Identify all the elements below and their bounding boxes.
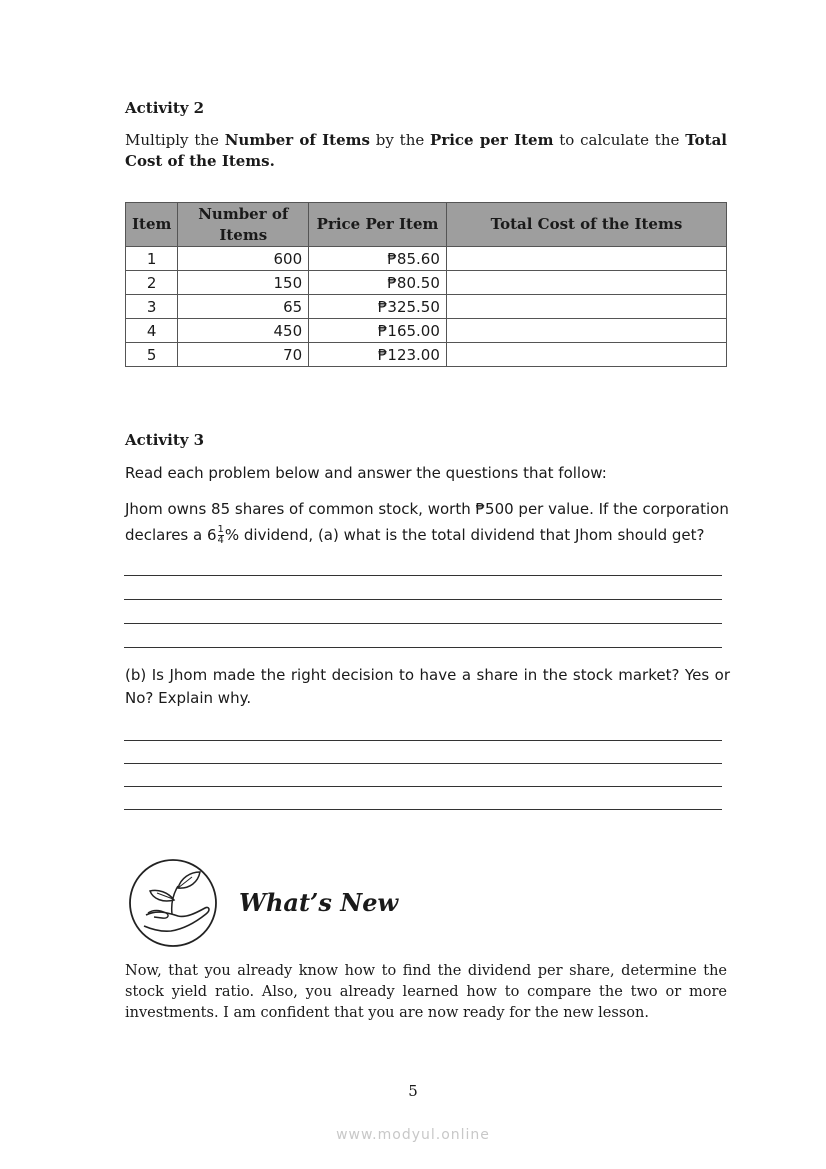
cell-total[interactable]: [446, 271, 726, 295]
answer-line-a4[interactable]: [124, 647, 722, 648]
answer-line-a3[interactable]: [124, 623, 722, 624]
cell-price: ₱85.60: [309, 247, 447, 271]
answer-line-b1[interactable]: [124, 740, 722, 741]
problem-line-1: Jhom owns 85 shares of common stock, worth ₱500 per value. If the corporation: [125, 500, 729, 518]
page-number: 5: [408, 1082, 418, 1100]
cell-price: ₱165.00: [309, 319, 447, 343]
activity3-heading: Activity 3: [125, 431, 205, 449]
answer-line-b4[interactable]: [124, 809, 722, 810]
table-header-row: [126, 203, 727, 247]
cell-item: 3: [126, 295, 178, 319]
watermark: www.modyul.online: [336, 1127, 490, 1143]
answer-line-b2[interactable]: [124, 763, 722, 764]
cell-item: 2: [126, 271, 178, 295]
cell-total[interactable]: [446, 295, 726, 319]
header-item: Item: [126, 203, 178, 247]
problem-text: [125, 496, 730, 548]
table-row: [126, 247, 727, 271]
plant-in-hand-icon: [126, 858, 220, 948]
cell-total[interactable]: [446, 343, 726, 367]
activity3-instruction: Read each problem below and answer the questions that follow:: [125, 464, 607, 482]
cell-number: 150: [178, 271, 309, 295]
items-table: [125, 202, 727, 367]
cell-price: ₱123.00: [309, 343, 447, 367]
table-row: [126, 295, 727, 319]
answer-line-a2[interactable]: [124, 599, 722, 600]
fraction: $\frac{1}{4}$: [217, 524, 224, 546]
cell-number: 70: [178, 343, 309, 367]
activity2-heading: Activity 2: [125, 99, 205, 117]
cell-number: 600: [178, 247, 309, 271]
cell-number: 65: [178, 295, 309, 319]
cell-item: 5: [126, 343, 178, 367]
question-b: (b) Is Jhom made the right decision to have a share in the stock market? Yes or No? Explain why.: [125, 666, 730, 707]
cell-item: 4: [126, 319, 178, 343]
answer-line-b3[interactable]: [124, 786, 722, 787]
whats-new-title: What’s New: [239, 888, 399, 917]
cell-price: ₱80.50: [309, 271, 447, 295]
table-row: [126, 319, 727, 343]
cell-total[interactable]: [446, 247, 726, 271]
header-total-cost: Total Cost of the Items: [446, 203, 726, 247]
problem-line-2: declares a 6 $\frac{1}{4}$ % dividend, (a) what is the total dividend that Jhom should get?: [125, 524, 705, 546]
whats-new-paragraph: Now, that you already know how to find the dividend per share, determine the stock yield ratio. Also, you already learned how to compare the two or more investments. I am confident that you are now ready for the new lesson.: [125, 963, 727, 1021]
cell-item: 1: [126, 247, 178, 271]
table-row: [126, 343, 727, 367]
answer-line-a1[interactable]: [124, 575, 722, 576]
cell-price: ₱325.50: [309, 295, 447, 319]
activity2-instruction: Multiply the Number of Items by the Price per Item to calculate the Total Cost of the Items.: [125, 131, 727, 170]
header-number-of-items: Number of Items: [178, 203, 309, 247]
header-price-per-item: Price Per Item: [309, 203, 447, 247]
cell-total[interactable]: [446, 319, 726, 343]
cell-number: 450: [178, 319, 309, 343]
table-row: [126, 271, 727, 295]
